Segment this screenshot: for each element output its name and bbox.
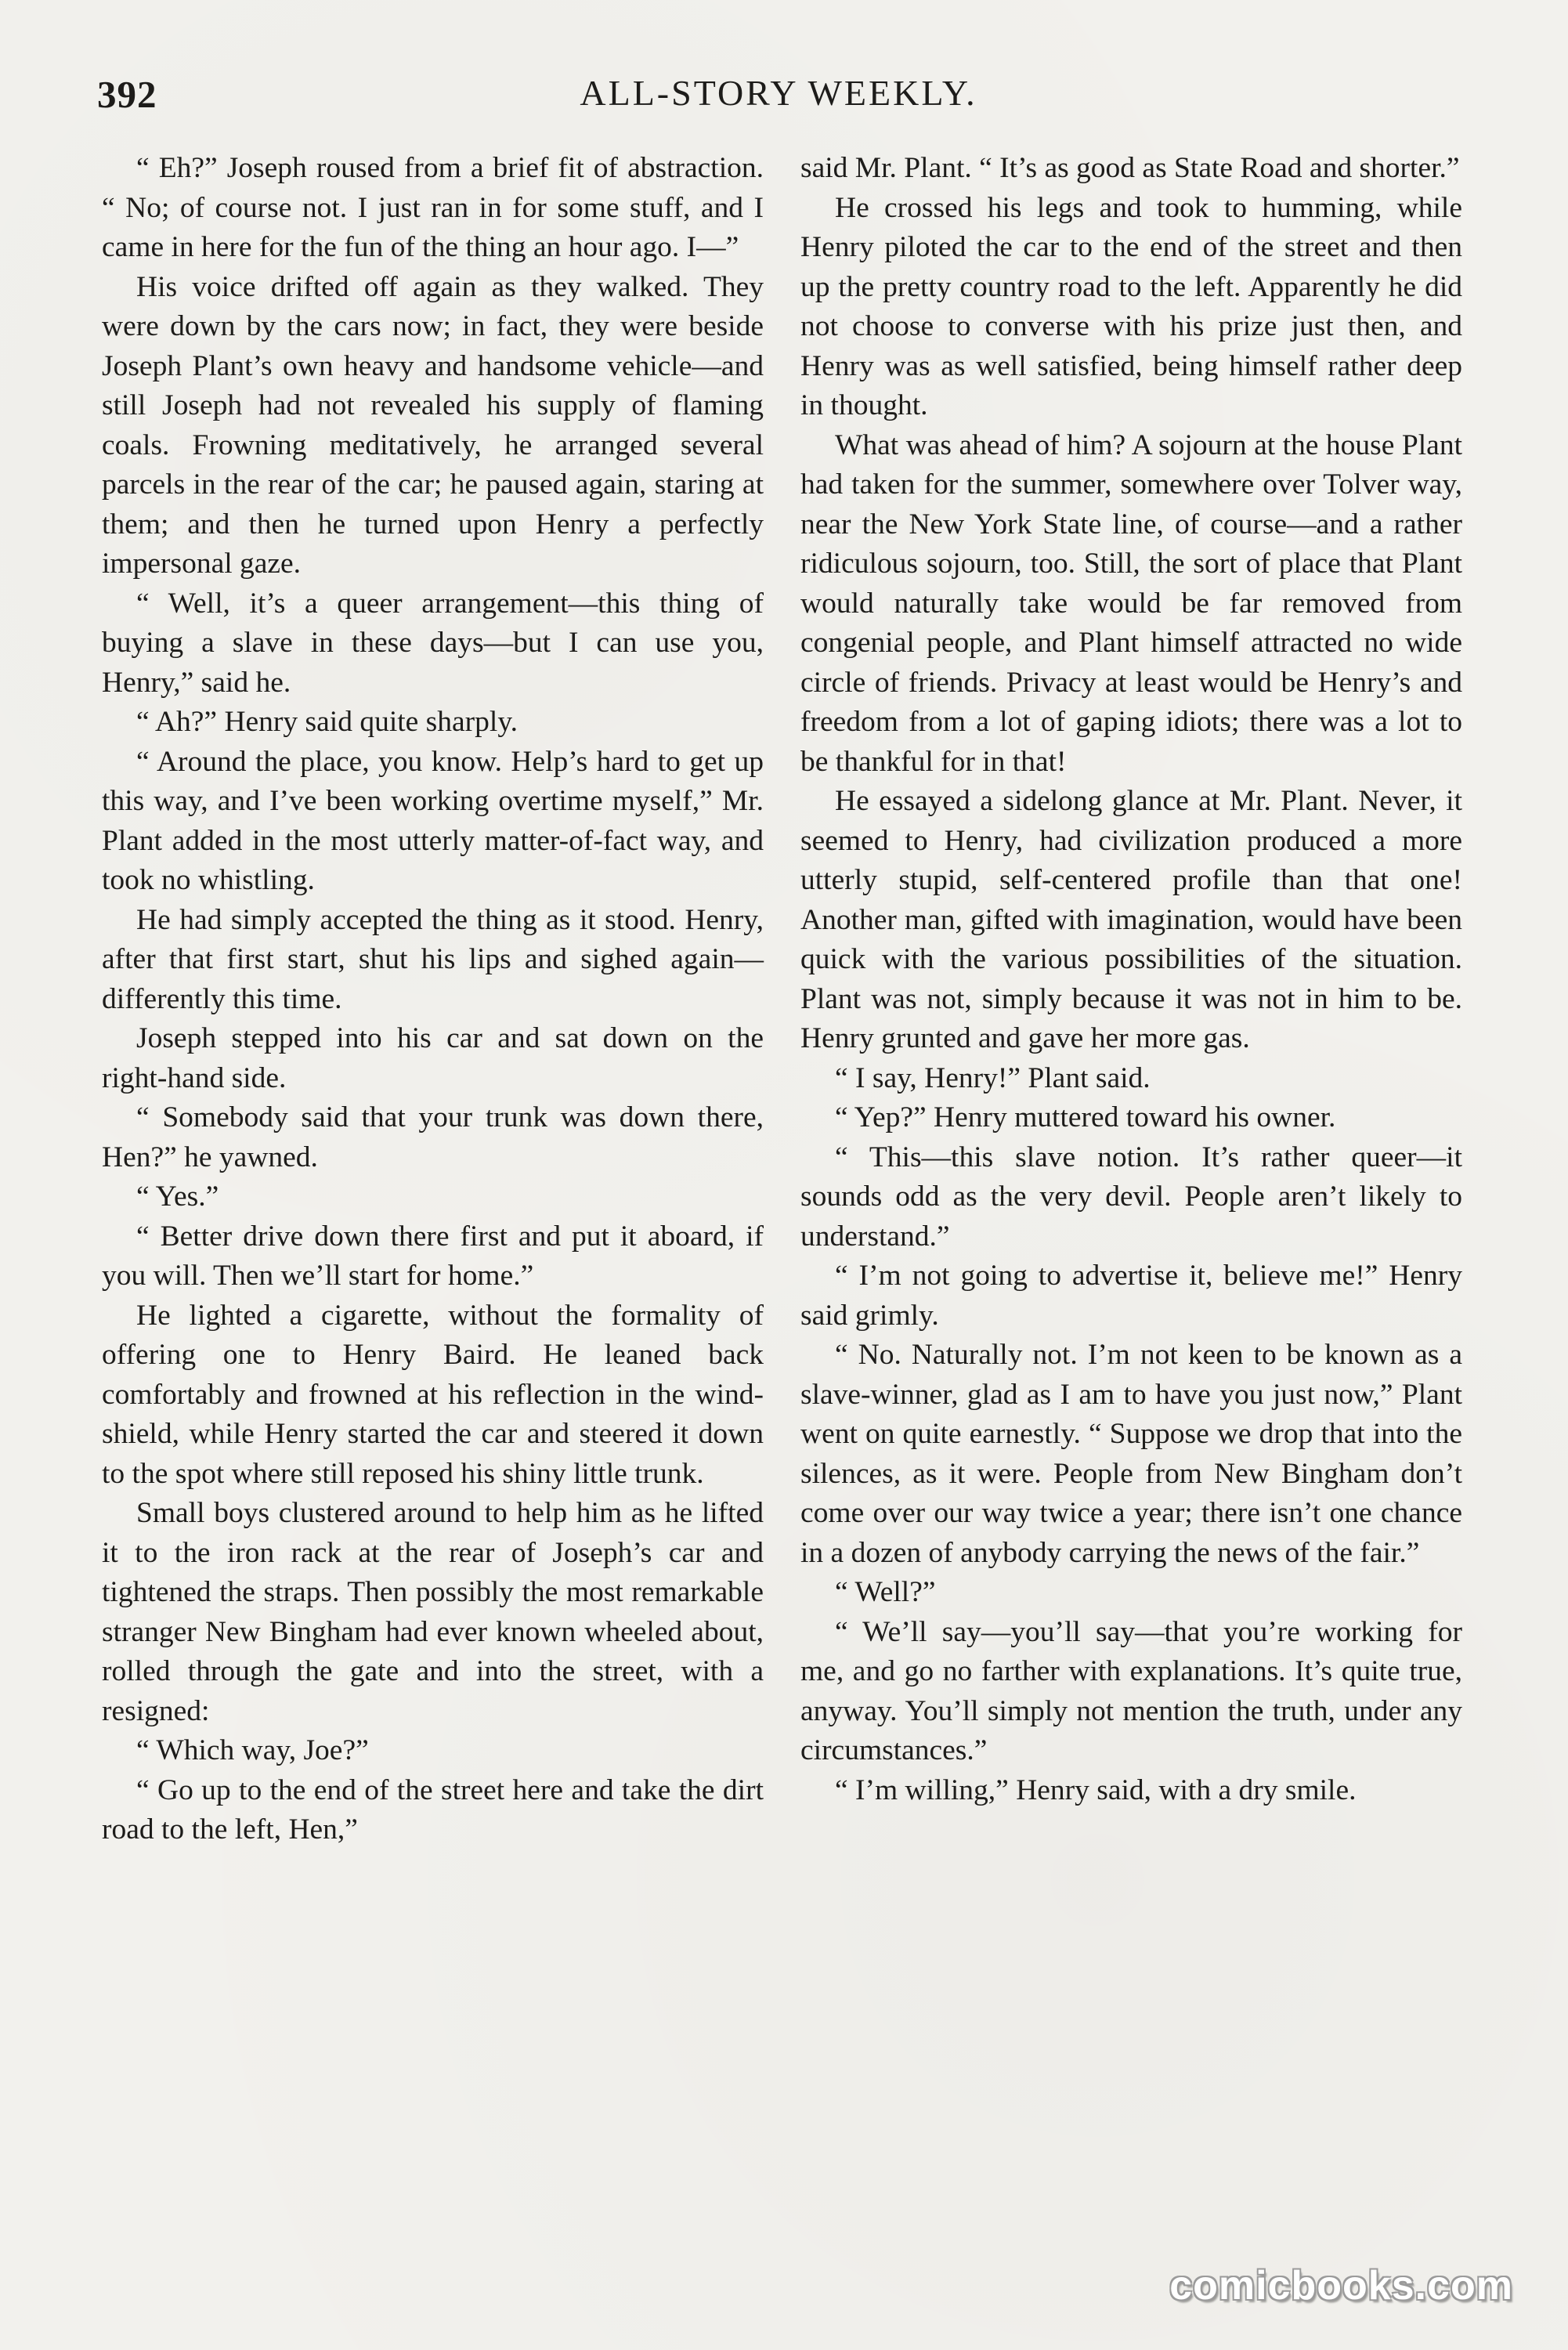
paragraph: “ Go up to the end of the street here and take the dirt road to the left, Hen,” (102, 1773, 764, 1846)
paragraph: “ Yep?” Henry muttered toward his owner. (835, 1101, 1336, 1133)
paragraph: “ This—this slave notion. It’s rather queer—it sounds odd as the very devil. People aren’t likely to understand.” (800, 1141, 1462, 1253)
page-number: 392 (97, 73, 157, 116)
paragraph: Small boys clustered around to help him as he lifted it to the iron rack at the rear of Joseph’s car and tightened the straps. Then possibly the most remarkable stranger New Bingham had ever known wheeled about, rolled through the gate and into the street, with a resigned: (102, 1497, 764, 1727)
right-column (800, 149, 1462, 1810)
paragraph: He had simply accepted the thing as it stood. Henry, after that first start, shut his lips and sighed again—differently this time. (102, 903, 764, 1015)
paragraph: “ Which way, Joe?” (136, 1734, 369, 1766)
running-title: ALL-STORY WEEKLY. (580, 73, 977, 113)
paragraph-continued: said Mr. Plant. “ It’s as good as State Road and shorter.” (800, 152, 1460, 184)
left-column (102, 149, 764, 1850)
page-header (97, 72, 1460, 127)
paragraph: “ Around the place, you know. Help’s hard to get up this way, and I’ve been working overtime myself,” Mr. Plant added in the most utterly matter-of-fact way, and took no whistling. (102, 745, 764, 896)
paragraph: “ Well, it’s a queer arrangement—this thing of buying a slave in these days—but I can use you, Henry,” said he. (102, 587, 764, 699)
watermark-logo: comicbooks.com (1169, 2263, 1513, 2308)
paragraph: “ No. Naturally not. I’m not keen to be known as a slave-winner, glad as I am to have you just now,” Plant went on quite earnestly. “ Suppose we drop that into the silences, as it were. People from New Bingham don’t come over our way twice a year; there isn’t one chance in a dozen of anybody carrying the news of the fair.” (800, 1339, 1462, 1569)
paragraph: What was ahead of him? A sojourn at the house Plant had taken for the summer, somewhere over Tolver way, near the New York State line, of course—and a rather ridiculous sojourn, too. Still, the sort of place that Plant would naturally take would be far removed from congenial people, and Plant himself attracted no wide circle of friends. Privacy at least would be Henry’s and freedom from a lot of gaping idiots; there was a lot to be thankful for in that! (800, 428, 1462, 778)
paragraph: “ Eh?” Joseph roused from a brief fit of abstraction. “ No; of course not. I just ran in for some stuff, and I came in here for the fun of the thing an hour ago. I—” (102, 152, 764, 263)
paragraph: “ Yes.” (136, 1180, 219, 1213)
paragraph: “ Better drive down there first and put it aboard, if you will. Then we’ll start for home.” (102, 1220, 764, 1292)
paragraph: Joseph stepped into his car and sat down on the right-hand side. (102, 1022, 764, 1094)
paragraph: “ Somebody said that your trunk was down there, Hen?” he yawned. (102, 1101, 764, 1173)
paragraph: His voice drifted off again as they walked. They were down by the cars now; in fact, they were beside Joseph Plant’s own heavy and handsome vehicle—and still Joseph had not revealed his supply of flaming coals. Frowning meditatively, he arranged several parcels in the rear of the car; he paused again, staring at them; and then he turned upon Henry a perfectly impersonal gaze. (102, 270, 764, 580)
paragraph: “ Well?” (835, 1576, 936, 1608)
paragraph: “ We’ll say—you’ll say—that you’re working for me, and go no farther with explanations. It’s quite true, anyway. You’ll simply not mention the truth, under any circumstances.” (800, 1615, 1462, 1766)
paragraph: “ I’m not going to advertise it, believe me!” Henry said grimly. (800, 1260, 1462, 1332)
paragraph: He essayed a sidelong glance at Mr. Plant. Never, it seemed to Henry, had civilization produced a more utterly stupid, self-centered profile than that one! Another man, gifted with imagination, would have been quick with the various possibilities of the situation. Plant was not, simply because it was not in him to be. Henry grunted and gave her more gas. (800, 785, 1462, 1054)
paragraph: He lighted a cigarette, without the formality of offering one to Henry Baird. He leaned back comfortably and frowned at his reflection in the wind-shield, while Henry started the car and steered it down to the spot where still reposed his shiny little trunk. (102, 1299, 764, 1490)
paragraph: He crossed his legs and took to humming, while Henry piloted the car to the end of the street and then up the pretty country road to the left. Apparently he did not choose to converse with his prize just then, and Henry was as well satisfied, being himself rather deep in thought. (800, 191, 1462, 421)
paragraph: “ I say, Henry!” Plant said. (835, 1061, 1151, 1094)
paragraph: “ Ah?” Henry said quite sharply. (136, 706, 518, 738)
paragraph: “ I’m willing,” Henry said, with a dry smile. (835, 1773, 1357, 1806)
